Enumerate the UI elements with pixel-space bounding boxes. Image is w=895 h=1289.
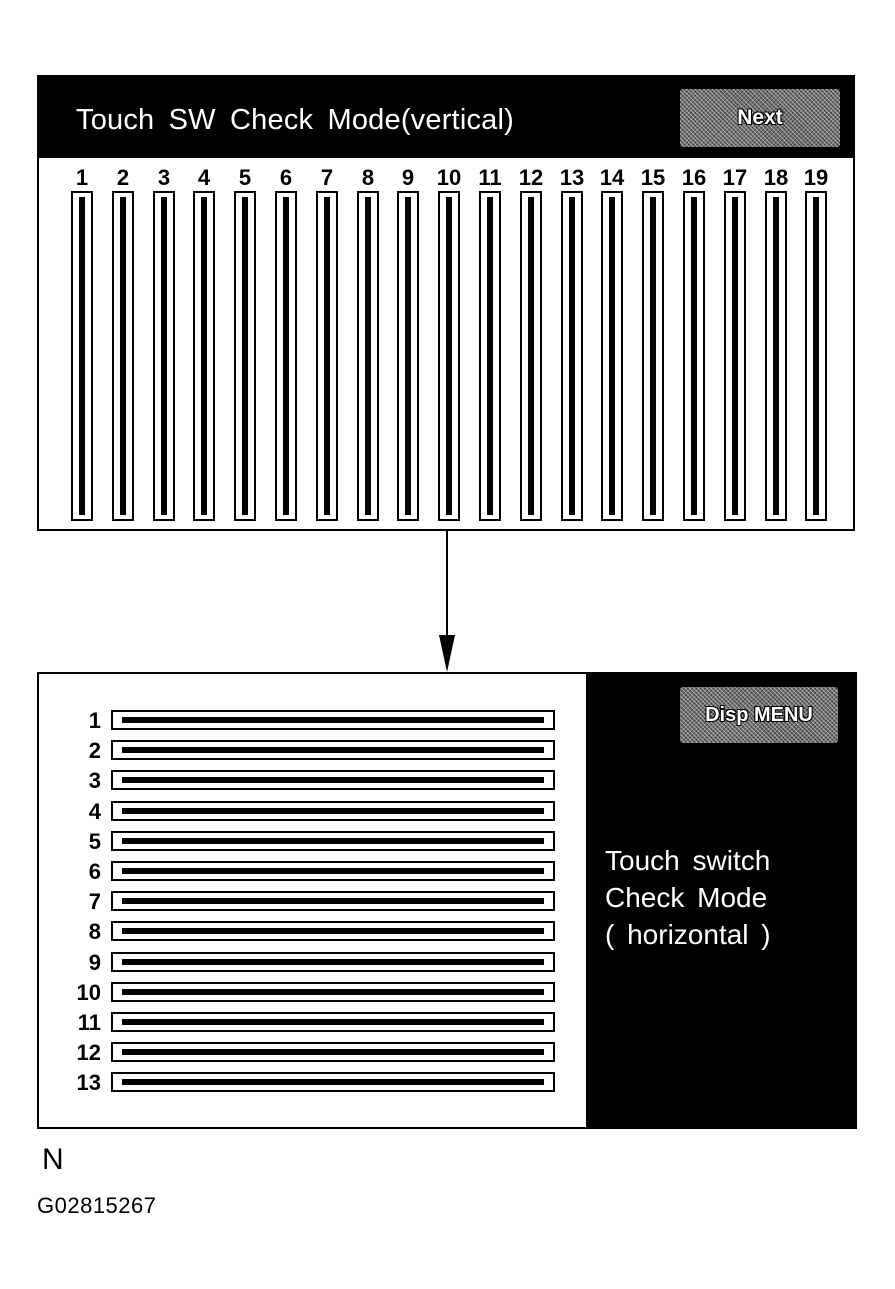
vertical-switch-bar[interactable] <box>275 191 297 521</box>
vertical-switch-number: 19 <box>803 165 829 190</box>
vertical-switch-column[interactable] <box>520 158 542 529</box>
vertical-switch-columns <box>39 158 853 529</box>
figure-letter: N <box>42 1143 64 1176</box>
vertical-switch-bar[interactable] <box>357 191 379 521</box>
horizontal-switch-number: 11 <box>77 1010 101 1035</box>
next-button[interactable]: Next <box>680 89 840 147</box>
vertical-switch-bar[interactable] <box>234 191 256 521</box>
horizontal-switch-bar[interactable] <box>111 831 555 851</box>
vertical-switch-number: 4 <box>197 165 211 190</box>
horizontal-switch-row[interactable] <box>39 921 586 943</box>
horizontal-switch-number: 7 <box>88 889 101 914</box>
horizontal-switch-bar[interactable] <box>111 921 555 941</box>
vertical-switch-column[interactable] <box>71 158 93 529</box>
horizontal-check-screen <box>37 672 857 1129</box>
horizontal-switch-bar[interactable] <box>111 1042 555 1062</box>
horizontal-switch-bar[interactable] <box>111 891 555 911</box>
horizontal-switch-bar[interactable] <box>111 801 555 821</box>
vertical-switch-number: 6 <box>279 165 293 190</box>
vertical-screen-title: Touch SW Check Mode(vertical) <box>76 104 514 136</box>
vertical-switch-bar[interactable] <box>601 191 623 521</box>
horizontal-switch-number: 5 <box>88 829 101 854</box>
vertical-switch-number: 11 <box>478 165 502 190</box>
horizontal-switch-bar[interactable] <box>111 1072 555 1092</box>
horizontal-switch-bar[interactable] <box>111 770 555 790</box>
vertical-switch-column[interactable] <box>397 158 419 529</box>
vertical-switch-column[interactable] <box>561 158 583 529</box>
vertical-switch-number: 12 <box>518 165 544 190</box>
horizontal-switch-row[interactable] <box>39 770 586 792</box>
vertical-switch-column[interactable] <box>112 158 134 529</box>
horizontal-switch-row[interactable] <box>39 710 586 732</box>
horizontal-switch-row[interactable] <box>39 1072 586 1094</box>
horizontal-title-line-1: Touch switch <box>605 845 771 876</box>
vertical-switch-column[interactable] <box>683 158 705 529</box>
horizontal-title-line-3: ( horizontal ) <box>605 919 771 950</box>
horizontal-switch-row[interactable] <box>39 831 586 853</box>
vertical-switch-bar[interactable] <box>561 191 583 521</box>
horizontal-switch-row[interactable] <box>39 1042 586 1064</box>
vertical-switch-number: 17 <box>722 165 748 190</box>
vertical-switch-column[interactable] <box>275 158 297 529</box>
arrow-down-icon <box>433 531 461 673</box>
horizontal-switch-bar[interactable] <box>111 952 555 972</box>
vertical-switch-bar[interactable] <box>316 191 338 521</box>
horizontal-switch-row[interactable] <box>39 982 586 1004</box>
vertical-switch-bar[interactable] <box>724 191 746 521</box>
vertical-switch-number: 10 <box>436 165 462 190</box>
horizontal-switch-bar[interactable] <box>111 1012 555 1032</box>
horizontal-switch-number: 9 <box>88 950 101 975</box>
horizontal-switch-number: 4 <box>88 799 101 824</box>
vertical-switch-number: 5 <box>238 165 252 190</box>
horizontal-switch-number: 8 <box>88 919 101 944</box>
vertical-switch-column[interactable] <box>193 158 215 529</box>
vertical-screen-header <box>39 77 853 158</box>
horizontal-switch-number: 13 <box>76 1070 101 1095</box>
horizontal-switch-number: 6 <box>88 859 101 884</box>
vertical-switch-column[interactable] <box>765 158 787 529</box>
horizontal-switch-row[interactable] <box>39 861 586 883</box>
vertical-switch-column[interactable] <box>642 158 664 529</box>
vertical-switch-column[interactable] <box>357 158 379 529</box>
vertical-switch-number: 7 <box>320 165 334 190</box>
vertical-switch-bar[interactable] <box>765 191 787 521</box>
vertical-switch-number: 16 <box>681 165 707 190</box>
vertical-switch-column[interactable] <box>805 158 827 529</box>
horizontal-switch-rows <box>39 674 586 1127</box>
vertical-switch-column[interactable] <box>724 158 746 529</box>
horizontal-switch-number: 3 <box>88 768 101 793</box>
vertical-switch-column[interactable] <box>438 158 460 529</box>
vertical-switch-column[interactable] <box>601 158 623 529</box>
horizontal-screen-title <box>605 842 771 953</box>
vertical-switch-bar[interactable] <box>438 191 460 521</box>
vertical-switch-bar[interactable] <box>479 191 501 521</box>
vertical-switch-number: 8 <box>361 165 375 190</box>
vertical-switch-bar[interactable] <box>520 191 542 521</box>
horizontal-switch-number: 10 <box>76 980 101 1005</box>
horizontal-switch-bar[interactable] <box>111 710 555 730</box>
vertical-switch-bar[interactable] <box>683 191 705 521</box>
vertical-switch-number: 3 <box>157 165 171 190</box>
vertical-switch-bar[interactable] <box>153 191 175 521</box>
vertical-switch-column[interactable] <box>153 158 175 529</box>
disp-menu-button[interactable]: Disp MENU <box>680 687 838 743</box>
vertical-switch-column[interactable] <box>316 158 338 529</box>
vertical-check-screen <box>37 75 855 531</box>
horizontal-switch-number: 1 <box>88 708 101 733</box>
horizontal-switch-number: 12 <box>76 1040 101 1065</box>
vertical-switch-bar[interactable] <box>805 191 827 521</box>
vertical-switch-column[interactable] <box>479 158 501 529</box>
horizontal-switch-row[interactable] <box>39 801 586 823</box>
vertical-switch-number: 2 <box>116 165 130 190</box>
figure-code: G02815267 <box>37 1193 157 1218</box>
horizontal-switch-bar[interactable] <box>111 740 555 760</box>
vertical-switch-bar[interactable] <box>71 191 93 521</box>
vertical-switch-number: 15 <box>640 165 666 190</box>
vertical-switch-column[interactable] <box>234 158 256 529</box>
horizontal-switch-row[interactable] <box>39 1012 586 1034</box>
horizontal-switch-row[interactable] <box>39 952 586 974</box>
horizontal-switch-number: 2 <box>88 738 101 763</box>
vertical-switch-bar[interactable] <box>397 191 419 521</box>
horizontal-screen-panel <box>586 674 855 1127</box>
vertical-switch-bar[interactable] <box>112 191 134 521</box>
vertical-switch-number: 1 <box>75 165 89 190</box>
horizontal-title-line-2: Check Mode <box>605 882 768 913</box>
vertical-switch-bar[interactable] <box>642 191 664 521</box>
horizontal-switch-row[interactable] <box>39 740 586 762</box>
horizontal-switch-bar[interactable] <box>111 861 555 881</box>
vertical-switch-bar[interactable] <box>193 191 215 521</box>
vertical-switch-number: 13 <box>559 165 585 190</box>
horizontal-switch-row[interactable] <box>39 891 586 913</box>
vertical-switch-number: 9 <box>401 165 415 190</box>
vertical-switch-number: 18 <box>763 165 789 190</box>
horizontal-switch-bar[interactable] <box>111 982 555 1002</box>
vertical-switch-number: 14 <box>599 165 625 190</box>
